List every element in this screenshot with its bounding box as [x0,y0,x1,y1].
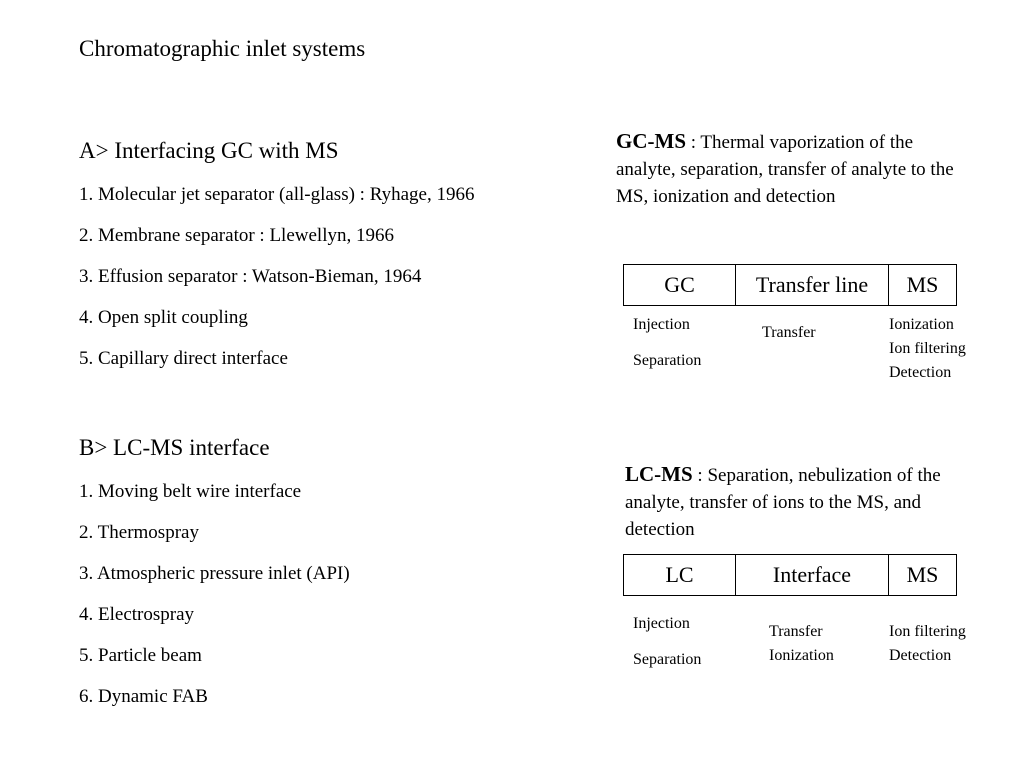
section-a-item: 1. Molecular jet separator (all-glass) : Ryhage, 1966 [79,184,475,205]
section-a-item: 4. Open split coupling [79,307,248,328]
section-b-item: 2. Thermospray [79,522,199,543]
lcms-flow-diagram [623,554,957,596]
ms-stage-box: MS [888,555,956,595]
ms-note: Detection [889,364,952,381]
section-b-heading: B> LC-MS interface [79,435,270,460]
section-a-item: 3. Effusion separator : Watson-Bieman, 1964 [79,266,422,287]
section-b-item: 6. Dynamic FAB [79,686,208,707]
page-title: Chromatographic inlet systems [79,36,366,61]
lcms-description-text: : Separation, nebulization of the analyte, transfer of ions to the MS, and detection [625,465,941,540]
gcms-term: GC-MS [616,129,686,153]
lc-note: Injection [633,615,690,632]
gc-note: Separation [633,352,702,369]
gcms-description [616,128,956,210]
section-b-item: 5. Particle beam [79,645,202,666]
ms-note: Detection [889,647,952,664]
ms-note: Ionization [889,316,954,333]
gc-note: Injection [633,316,690,333]
interface-stage-box: Interface [735,555,888,595]
lc-stage-box: LC [665,562,694,587]
lcms-description [625,461,995,543]
section-a-item: 2. Membrane separator : Llewellyn, 1966 [79,225,394,246]
interface-note: Transfer [769,623,823,640]
section-a-heading: A> Interfacing GC with MS [79,138,339,163]
section-a-item: 5. Capillary direct interface [79,348,288,369]
section-b-item: 4. Electrospray [79,604,195,625]
gcms-description-text: : Thermal vaporization of the analyte, separation, transfer of analyte to the MS, ionization and detection [616,132,954,207]
lc-note: Separation [633,651,702,668]
transfer-note: Transfer [762,324,816,341]
section-b-item: 1. Moving belt wire interface [79,481,302,502]
ms-note: Ion filtering [889,623,966,640]
ms-stage-box: MS [888,265,956,305]
section-b-item: 3. Atmospheric pressure inlet (API) [79,563,350,584]
transfer-line-stage-box: Transfer line [735,265,888,305]
gcms-flow-diagram [623,264,957,306]
gc-stage-box: GC [664,272,695,297]
interface-note: Ionization [769,647,834,664]
ms-note: Ion filtering [889,340,966,357]
lcms-term: LC-MS [625,462,693,486]
